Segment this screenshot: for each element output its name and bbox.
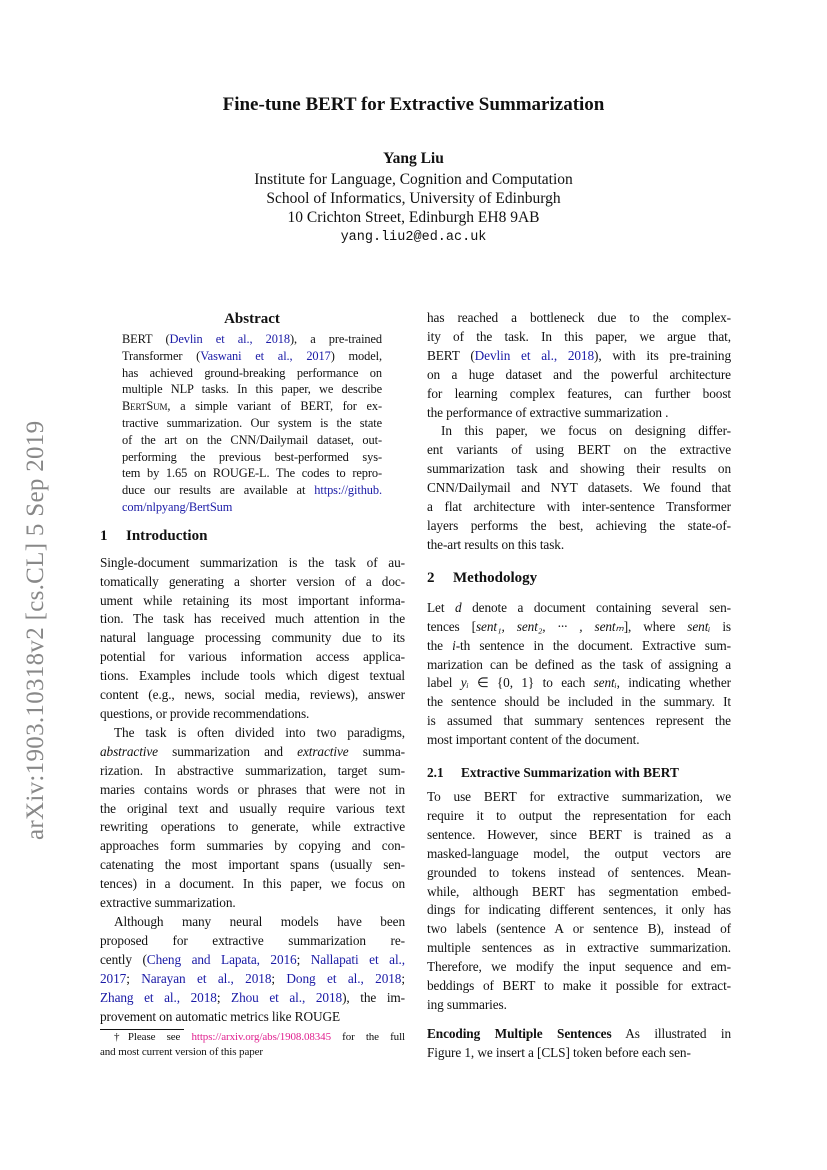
section-title: Introduction	[126, 527, 208, 544]
text-line: questions, or provide recommendations.	[100, 706, 310, 722]
text-span: cently (	[100, 951, 147, 967]
text-line: a flat architecture with inter-sentence Transformer	[427, 499, 731, 515]
text-line	[427, 618, 731, 637]
text-line	[100, 743, 405, 762]
citation-link[interactable]: Narayan et al., 2018	[141, 970, 272, 986]
subsection-number: 2.1	[427, 765, 444, 781]
citation-link[interactable]: 2017	[100, 970, 127, 986]
text-line: content (e.g., news, social media, reviews), answer	[100, 687, 405, 703]
text-line: while, although BERT has segmentation embed-	[427, 883, 731, 899]
text-line: require it to output the representation for each	[427, 807, 731, 823]
text-span: for the full	[330, 1031, 405, 1044]
text-span: ;	[296, 951, 311, 967]
text-line: multiple NLP tasks. In this paper, we describe	[122, 382, 382, 397]
text-line: extractive summarization.	[100, 895, 236, 911]
text-line: rewriting operations to generate, while extractive	[100, 819, 405, 835]
citation-link[interactable]: Cheng and Lapata, 2016	[146, 951, 297, 967]
text-line	[100, 970, 405, 989]
text-line: the-art results on this task.	[427, 536, 565, 552]
text-span: ), the im-	[342, 989, 405, 1005]
text-line: tomatically generating a shorter version of a doc-	[100, 573, 405, 589]
author-email: yang.liu2@ed.ac.uk	[340, 230, 487, 245]
text-span: is	[710, 618, 732, 634]
text-line: summarization task and showing their results on	[427, 461, 731, 477]
text-line: To use BERT for extractive summarization, we	[427, 789, 731, 805]
section-number: 1	[100, 527, 108, 544]
text-line: proposed for extractive summarization re-	[100, 932, 405, 948]
text-line	[100, 951, 405, 970]
text-line: the sentence should be included in the summary. It	[427, 694, 731, 710]
text-line: tences) in a document. In this paper, we focus on	[100, 876, 405, 892]
text-span: extractive	[297, 743, 349, 759]
text-span: i	[452, 637, 456, 653]
text-line	[100, 989, 405, 1008]
abstract-body	[122, 331, 382, 516]
text-span: BERT (	[122, 332, 170, 346]
paragraph	[427, 1025, 731, 1063]
text-line: maries contains words or phrases that were not in	[100, 781, 405, 797]
text-span: ∈ {0, 1} to each	[468, 675, 594, 691]
paragraph	[427, 422, 731, 554]
text-span: yᵢ	[460, 675, 469, 691]
paragraph	[427, 788, 731, 1015]
text-span: ], where	[623, 618, 688, 634]
text-span: Transformer (	[122, 348, 201, 363]
text-span: ;	[126, 970, 142, 986]
section-title: Methodology	[453, 569, 538, 586]
abstract-heading: Abstract	[224, 311, 280, 327]
text-line: for learning complex features, can further boost	[427, 385, 731, 401]
text-line: the original text and usually require various text	[100, 800, 405, 816]
text-span: denote a document containing several sen-	[461, 599, 731, 615]
citation-link[interactable]: Devlin et al., 2018	[169, 332, 290, 346]
text-line	[122, 331, 382, 348]
text-line	[427, 347, 731, 366]
citation-link[interactable]: Zhang et al., 2018	[100, 989, 217, 1005]
paragraph	[427, 309, 731, 422]
paragraph	[100, 554, 405, 724]
text-span: ;	[271, 970, 287, 986]
text-span: , a simple variant of BERT, for ex-	[167, 399, 382, 414]
text-line: provement on automatic metrics like ROUGE	[100, 1008, 340, 1024]
text-span: BertSum	[122, 399, 168, 414]
text-line: Therefore, we modify the input sequence and em-	[427, 959, 731, 975]
affiliation-line: School of Informatics, University of Edinburgh	[266, 190, 561, 207]
text-line: masked-language model, the output vectors are	[427, 845, 731, 861]
text-span: BERT (	[427, 347, 475, 363]
paragraph	[100, 724, 405, 913]
text-span: tences [	[427, 618, 476, 634]
section-heading-methodology	[427, 568, 731, 588]
text-line: Figure 1, we insert a [CLS] token before each sen-	[427, 1044, 691, 1060]
text-line: natural language processing community due to its	[100, 630, 405, 646]
paper-title: Fine-tune BERT for Extractive Summarization	[222, 94, 605, 115]
text-span: sent₁, sent₂, ··· , sentₘ	[475, 618, 624, 634]
text-line: sentence. However, since BERT is trained as a	[427, 826, 731, 842]
text-line: multiple sentences as in extractive summarization.	[427, 940, 731, 956]
text-line	[100, 1030, 405, 1045]
text-line: has achieved ground-breaking performance on	[122, 365, 382, 380]
citation-link[interactable]: https://github.	[314, 483, 382, 498]
text-span: summarization and	[157, 743, 298, 759]
text-line: marization can be defined as the task of assigning a	[427, 656, 731, 672]
section-heading-introduction	[100, 526, 405, 546]
left-column	[100, 309, 405, 1060]
citation-link[interactable]: Nallapati et al.,	[310, 951, 405, 967]
right-column	[427, 309, 731, 1063]
text-span: ;	[216, 989, 232, 1005]
text-line: beddings of BERT to make it possible for extract-	[427, 978, 731, 994]
text-line: of the art on the CNN/Dailymail dataset, out-	[122, 432, 382, 447]
subsection-title: Extractive Summarization with BERT	[461, 765, 679, 781]
abstract-section	[122, 309, 382, 516]
text-line: layers performs the best, achieving the state-of-	[427, 517, 731, 533]
citation-link[interactable]: https://arxiv.org/abs/1908.08345	[191, 1031, 331, 1044]
text-line	[122, 482, 382, 499]
text-line: is assumed that summary sentences represent the	[427, 713, 731, 729]
text-line	[122, 348, 382, 365]
text-line: In this paper, we focus on designing differ-	[441, 423, 731, 439]
text-line: ing summaries.	[427, 997, 507, 1012]
text-span: summa-	[348, 743, 405, 759]
text-line	[427, 637, 731, 656]
text-line: and most current version of this paper	[100, 1046, 263, 1059]
text-span: abstractive	[100, 743, 158, 759]
text-span: the	[427, 637, 453, 653]
citation-link[interactable]: Dong et al., 2018	[286, 970, 402, 986]
text-line: potential for various information access applica-	[100, 649, 405, 665]
citation-link[interactable]: Devlin et al., 2018	[474, 347, 595, 363]
text-line: approaches form summaries by copying and con-	[100, 838, 405, 854]
paragraph	[427, 599, 731, 750]
text-line: tions. Examples include tools which digest textual	[100, 668, 405, 684]
section-number: 2	[427, 569, 435, 586]
text-line: grounded to tokens instead of sentences. Mean-	[427, 864, 731, 880]
text-span: Encoding Multiple Sentences	[427, 1025, 612, 1041]
text-line	[122, 499, 382, 516]
text-line	[427, 1025, 731, 1044]
text-span: label	[427, 675, 461, 691]
text-line: Single-document summarization is the task of au-	[100, 554, 405, 570]
citation-link[interactable]: com/nlpyang/BertSum	[122, 499, 233, 514]
text-span: d	[454, 599, 462, 615]
text-line: catenating the most important spans (usually sen-	[100, 857, 405, 873]
text-line: dings for indicating different sentences, it only has	[427, 902, 731, 918]
text-span: ) model,	[330, 348, 382, 363]
text-line: tion. The task has received much attention in the	[100, 611, 405, 627]
text-line	[427, 599, 731, 618]
text-span: ;	[401, 970, 405, 986]
author-name: Yang Liu	[383, 150, 444, 167]
text-span: ), with its pre-training	[594, 347, 731, 363]
text-span: , indicating whether	[616, 675, 731, 691]
text-line: ent variants of using BERT on the extractive	[427, 442, 731, 458]
text-line	[122, 398, 382, 415]
subsection-heading	[427, 764, 731, 782]
text-line: rization. In abstractive summarization, target sum-	[100, 762, 405, 778]
text-line: CNN/Dailymail and NYT datasets. We found that	[427, 480, 731, 496]
text-line: tem by 1.65 on ROUGE-L. The codes to repro-	[122, 466, 382, 481]
text-span: ), a pre-trained	[290, 332, 383, 346]
text-line: most important content of the document.	[427, 732, 640, 748]
arxiv-stamp: arXiv:1903.10318v2 [cs.CL] 5 Sep 2019	[22, 420, 49, 840]
text-span: Let	[427, 599, 455, 615]
affiliation-line: 10 Crichton Street, Edinburgh EH8 9AB	[287, 209, 540, 226]
text-span: †Please see	[114, 1031, 192, 1044]
text-line: performing the previous best-performed sys-	[122, 449, 382, 464]
text-line: ument while retaining its most important informa-	[100, 592, 405, 608]
text-line: on a huge dataset and the powerful architecture	[427, 366, 731, 382]
citation-link[interactable]: Zhou et al., 2018	[231, 989, 343, 1005]
text-line: Although many neural models have been	[114, 913, 405, 929]
text-line: ity of the task. In this paper, we argue that,	[427, 328, 731, 344]
footnote	[100, 1030, 405, 1060]
text-span: duce our results are available at	[122, 483, 315, 498]
text-span: As illustrated in	[611, 1025, 732, 1041]
text-line: The task is often divided into two paradigms,	[114, 724, 405, 740]
text-span: -th sentence in the document. Extractive sum-	[455, 637, 731, 653]
citation-link[interactable]: Vaswani et al., 2017	[200, 348, 331, 363]
text-line: tractive summarization. Our system is the state	[122, 415, 382, 430]
text-line	[427, 674, 731, 693]
text-line: the performance of extractive summarization .	[427, 404, 669, 420]
paragraph	[100, 913, 405, 1026]
text-line: two labels (sentence A or sentence B), instead of	[427, 921, 731, 937]
text-span: sentᵢ	[687, 618, 711, 634]
text-line: has reached a bottleneck due to the complex-	[427, 310, 731, 325]
text-span: sentᵢ	[593, 675, 617, 691]
affiliation-line: Institute for Language, Cognition and Computation	[254, 171, 573, 188]
